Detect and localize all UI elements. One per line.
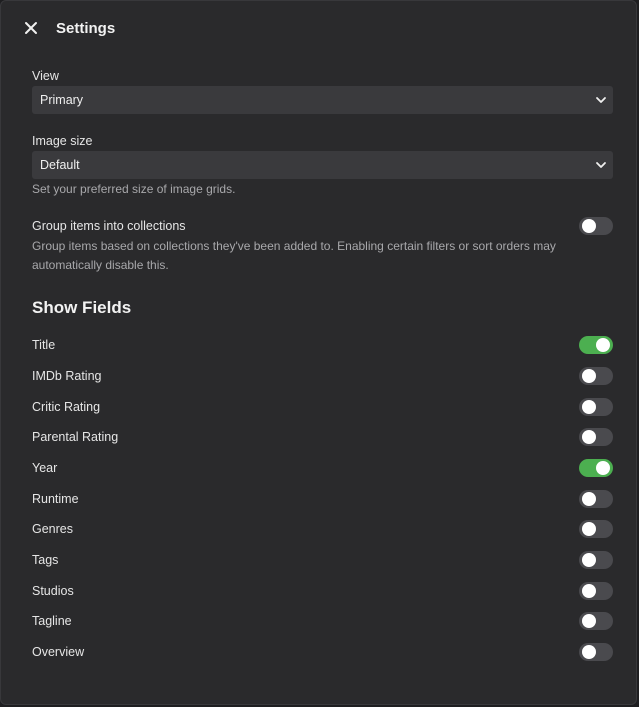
- toggle-knob: [596, 338, 610, 352]
- toggle-knob: [582, 492, 596, 506]
- chevron-down-icon: [595, 94, 607, 106]
- group-collections-toggle[interactable]: [579, 217, 613, 235]
- field-toggle-genres[interactable]: [579, 520, 613, 538]
- field-label-studios: Studios: [32, 584, 74, 598]
- close-button[interactable]: [20, 17, 42, 39]
- image-size-select-value: Default: [40, 158, 80, 172]
- field-label-title: Title: [32, 338, 56, 352]
- field-label-year: Year: [32, 461, 58, 475]
- field-toggle-title[interactable]: [579, 336, 613, 354]
- show-fields-title: Show Fields: [32, 298, 132, 317]
- field-label-imdb-rating: IMDb Rating: [32, 369, 102, 383]
- group-collections-help: Group items based on collections they've been added to. Enabling certain filters or sort orders may automatically disable this.: [32, 239, 556, 272]
- field-label-critic-rating: Critic Rating: [32, 400, 101, 414]
- toggle-knob: [582, 614, 596, 628]
- image-size-help: Set your preferred size of image grids.: [32, 182, 236, 196]
- field-toggle-studios[interactable]: [579, 582, 613, 600]
- field-label-tags: Tags: [32, 553, 59, 567]
- field-toggle-parental-rating[interactable]: [579, 428, 613, 446]
- view-select-value: Primary: [40, 93, 84, 107]
- toggle-knob: [582, 400, 596, 414]
- chevron-down-icon: [595, 159, 607, 171]
- image-size-select[interactable]: [32, 151, 613, 179]
- field-toggle-overview[interactable]: [579, 643, 613, 661]
- field-label-tagline: Tagline: [32, 614, 72, 628]
- view-label: View: [32, 69, 59, 83]
- toggle-knob: [582, 522, 596, 536]
- field-label-parental-rating: Parental Rating: [32, 430, 119, 444]
- toggle-knob: [582, 553, 596, 567]
- close-icon: [20, 17, 42, 39]
- field-toggle-runtime[interactable]: [579, 490, 613, 508]
- settings-header: [1, 1, 636, 57]
- page-title: Settings: [56, 20, 116, 37]
- field-toggle-critic-rating[interactable]: [579, 398, 613, 416]
- image-size-label: Image size: [32, 134, 93, 148]
- field-toggle-year[interactable]: [579, 459, 613, 477]
- view-select[interactable]: [32, 86, 613, 114]
- field-toggle-tagline[interactable]: [579, 612, 613, 630]
- field-toggle-tags[interactable]: [579, 551, 613, 569]
- toggle-knob: [582, 369, 596, 383]
- field-toggle-imdb-rating[interactable]: [579, 367, 613, 385]
- toggle-knob: [582, 584, 596, 598]
- group-collections-label: Group items into collections: [32, 219, 186, 233]
- toggle-knob: [596, 461, 610, 475]
- toggle-knob: [582, 645, 596, 659]
- field-label-genres: Genres: [32, 522, 73, 536]
- field-label-overview: Overview: [32, 645, 85, 659]
- toggle-knob: [582, 430, 596, 444]
- toggle-knob: [582, 219, 596, 233]
- field-label-runtime: Runtime: [32, 492, 79, 506]
